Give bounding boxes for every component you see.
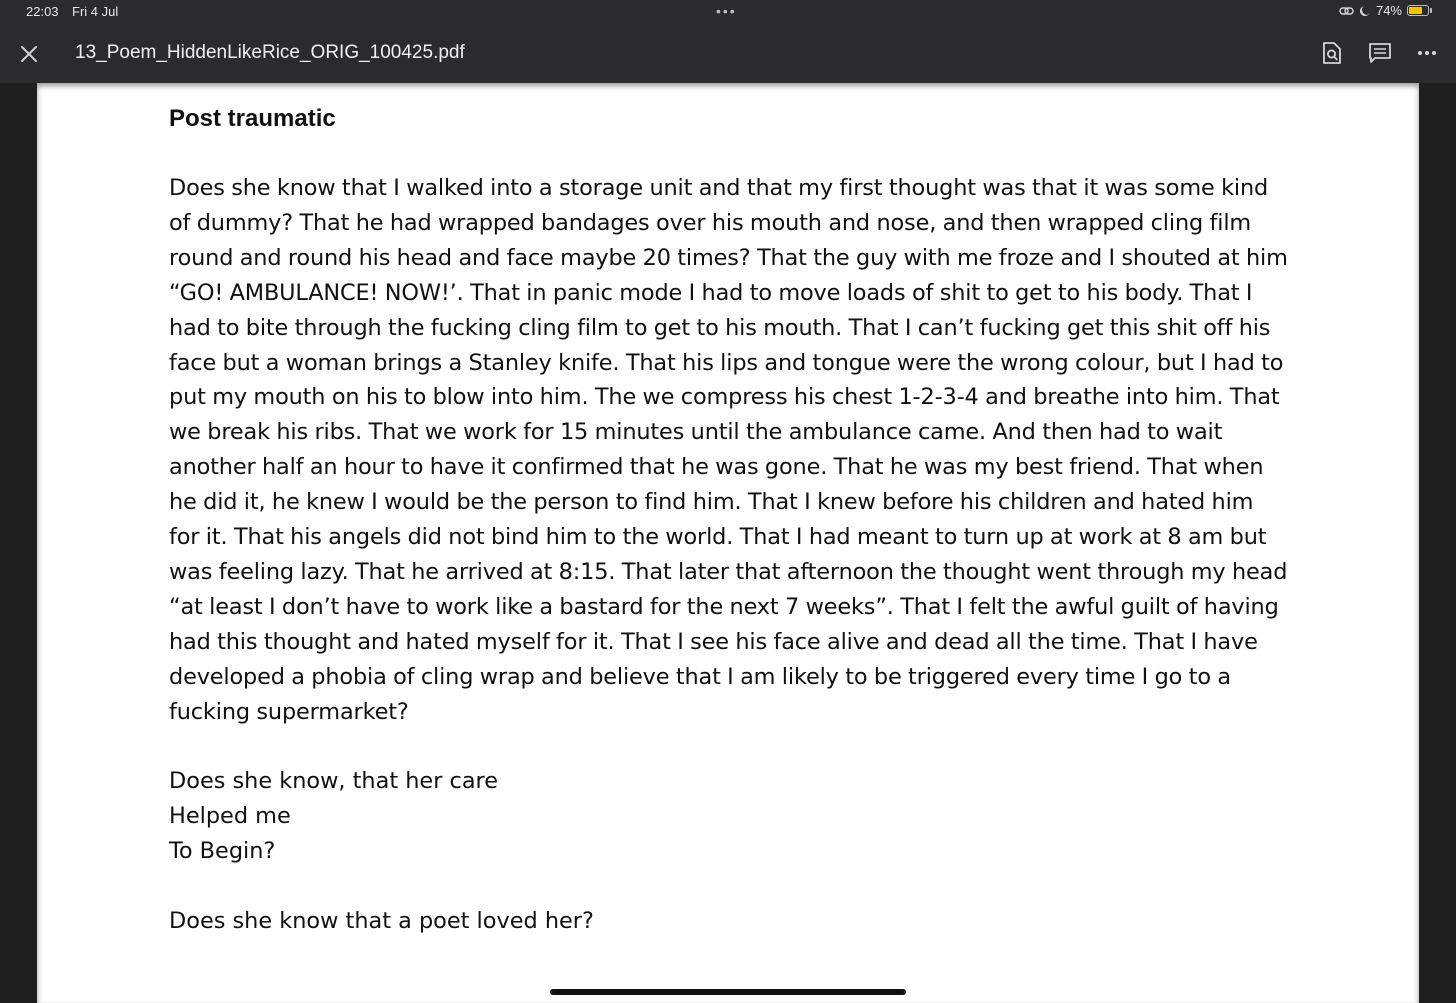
pdf-page[interactable] (37, 83, 1419, 1003)
multitasking-dots-icon[interactable]: ••• (716, 3, 737, 19)
search-document-icon[interactable] (1318, 39, 1346, 67)
pdf-toolbar (0, 24, 1456, 83)
more-icon[interactable] (1413, 39, 1441, 67)
status-date: Fri 4 Jul (72, 4, 119, 19)
viewer-margin-left (0, 83, 37, 1003)
page-content (169, 101, 1289, 939)
home-indicator[interactable] (550, 989, 906, 995)
stanza-line: Helped me (169, 803, 291, 830)
moon-icon (1359, 5, 1371, 17)
viewer-margin-right (1419, 83, 1456, 1003)
poem-paragraph: Does she know that I walked into a storage unit and that my first thought was that it was some kind of dummy? That he had wrapped bandages over his mouth and nose, and then wrapped cling film round and round his head and face maybe 20 times? That the guy with me froze and I shouted at him “GO! AMBULANCE! NOW!’. That in panic mode I had to move loads of shit to get to his body. That I had to bite through the fucking cling film to get to his mouth. That I can’t fucking get this shit off his face but a woman brings a Stanley knife. That his lips and tongue were the wrong colour, but I had to put my mouth on his to blow into him. The we compress his chest 1-2-3-4 and breathe into him. That we break his ribs. That we work for 15 minutes until the ambulance came. And then had to wait another half an hour to have it confirmed that he was gone. That he was my best friend. That when he did it, he knew I would be the person to find him. That I knew before his children and hated him for it. That his angels did not bind him to the world. That I had meant to turn up at work at 8 am but was feeling lazy. That he arrived at 8:15. That later that afternoon the thought went through my head “at least I don’t have to work like a bastard for the next 7 weeks”. That I felt the awful guilt of having had this thought and hated myself for it. That I see his face alive and dead all the time. That I have developed a phobia of cling wrap and believe that I am likely to be triggered every time I go to a fucking supermarket? (169, 175, 1288, 725)
stanza-line: Does she know, that her care (169, 768, 499, 795)
battery-level (1409, 7, 1422, 14)
comment-icon[interactable] (1366, 39, 1394, 67)
poem-stanza (169, 764, 1289, 869)
link-icon (1339, 5, 1354, 17)
status-time: 22:03 (26, 4, 59, 19)
poem-title: Post traumatic (169, 105, 336, 132)
stanza-line: To Begin? (169, 838, 276, 865)
battery-icon (1407, 5, 1429, 16)
status-bar (0, 0, 1456, 24)
status-indicators (1339, 3, 1432, 18)
battery-percent: 74% (1375, 3, 1402, 18)
poem-closing-line: Does she know that a poet loved her? (169, 908, 594, 934)
battery-tip (1430, 8, 1432, 13)
close-icon[interactable] (16, 41, 42, 67)
document-title: 13_Poem_HiddenLikeRice_ORIG_100425.pdf (75, 42, 465, 63)
